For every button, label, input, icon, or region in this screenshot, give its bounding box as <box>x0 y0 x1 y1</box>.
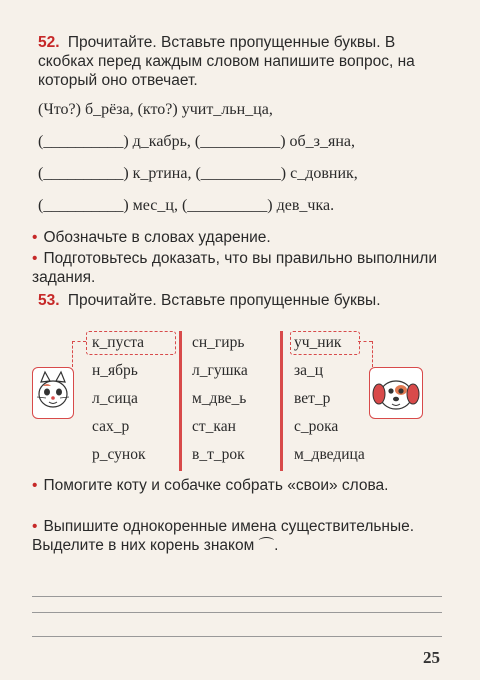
task-52-instruction: Прочитайте. Вставьте пропущенные буквы. В скобках перед каждым словом напишите вопрос, на который оно отвечает. <box>38 34 415 89</box>
task-53-bullet-1: • Помогите коту и собачке собрать «свои» слова. <box>32 477 389 494</box>
word-col1-1: к_пуста <box>92 334 145 351</box>
word-col2-2: л_гушка <box>192 362 248 379</box>
cat-icon <box>33 368 73 418</box>
task-52-bullet-1-text: Обозначьте в словах ударение. <box>43 229 271 246</box>
page-number: 25 <box>423 648 440 667</box>
word-col3-3: вет_р <box>294 390 331 407</box>
task-53-bullet-2-text: Выпишите однокоренные имена существительные. Выделите в них корень знаком ⌒. <box>32 518 415 554</box>
word-col2-3: м_две_ь <box>192 390 247 407</box>
task-52-line-3: (__________) к_ртина, (__________) с_довник, <box>38 165 358 182</box>
word-col1-2: н_ябрь <box>92 362 138 379</box>
writing-line-3[interactable] <box>32 636 442 637</box>
word-col3-5: м_дведица <box>294 446 365 463</box>
task-53-bullet-1-text: Помогите коту и собачке собрать «свои» слова. <box>43 477 389 494</box>
task-52-number: 52. <box>38 34 60 51</box>
writing-line-2[interactable] <box>32 612 442 613</box>
writing-line-1[interactable] <box>32 596 442 597</box>
task-53-heading <box>38 291 438 310</box>
task-52-line-1: (Что?) б_рёза, (кто?) учит_льн_ца, <box>38 101 273 118</box>
word-col3-4: с_рока <box>294 418 339 435</box>
word-col2-4: ст_кан <box>192 418 236 435</box>
cat-connector-vertical <box>72 341 73 367</box>
word-col1-3: л_сица <box>92 390 138 407</box>
word-col3-2: за_ц <box>294 362 324 379</box>
task-52-bullet-2-text: Подготовьтесь доказать, что вы правильно выполнили задания. <box>32 250 437 286</box>
column-separator-2 <box>280 331 283 471</box>
word-col1-5: р_сунок <box>92 446 146 463</box>
word-table <box>78 331 408 471</box>
task-53-number: 53. <box>38 292 60 309</box>
cat-picture <box>32 367 74 419</box>
column-separator-1 <box>179 331 182 471</box>
word-col2-1: сн_гирь <box>192 334 245 351</box>
task-52-bullet-1: • Обозначьте в словах ударение. <box>32 229 271 246</box>
word-col2-5: в_т_рок <box>192 446 245 463</box>
task-53-instruction: Прочитайте. Вставьте пропущенные буквы. <box>67 292 381 309</box>
word-col3-1: уч_ник <box>294 334 342 351</box>
task-53-bullet-2: • Выпишите однокоренные имена существительные. Выделите в них корень знаком ⌒. <box>32 518 415 554</box>
task-52-line-4: (__________) мес_ц, (__________) дев_чка. <box>38 197 335 214</box>
task-52-line-2: (__________) д_кабрь, (__________) об_з_яна, <box>38 133 356 150</box>
task-52-bullet-2: • Подготовьтесь доказать, что вы правильно выполнили задания. <box>32 250 437 286</box>
word-col1-4: сах_р <box>92 418 130 435</box>
task-52-heading <box>38 33 438 90</box>
